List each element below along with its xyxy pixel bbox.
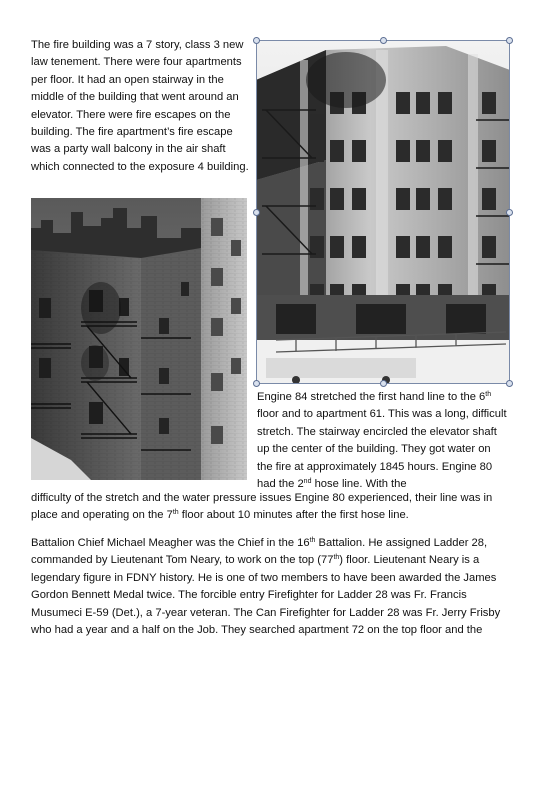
p3-text-a: Battalion Chief Michael Meagher was the Chief in the 16 (31, 537, 310, 549)
p2-num-6: 6 (479, 391, 486, 403)
p2-sup-th-2: th (172, 509, 179, 517)
building-facade-graphic (256, 40, 510, 384)
paragraph-battalion-chief (31, 535, 509, 639)
p3-text-c: ) floor. Lieutenant Neary is a legendary figure in FDNY history. He is one of two members to have been awarded the James Gordon Bennett Medal twice. The forcible entry Firefighter for Ladder 28 was Fr. Francis Musumeci E-59 (Det.), a 7-year veteran. The Can Firefighter for Ladder 28 was Fr. Jerry Frisby who had a year and a half on the Job. They searched apartment 72 on the top floor and the (31, 554, 501, 637)
p3-text-b: Battalion. He assigned Ladder 28, commanded by Lieutenant Tom Neary, to work on the top (7 (31, 537, 488, 567)
paragraph-2-continued-text (31, 490, 509, 525)
p2-text-b: floor and to apartment 61. This was a long, difficult stretch. The stairway encircled the elevator shaft up the center of the building. They got water on the fire at approximately 1845 hours. Engine 80 had the (257, 408, 507, 491)
paragraph-engine-stretch-continued (31, 490, 509, 525)
paragraph-2-wrapped-text (257, 389, 507, 493)
p3-num-7: 7 (327, 554, 334, 567)
p2-num-7: 7 (166, 509, 173, 522)
p2-num-2: 2 (297, 478, 304, 491)
p3-sup-th-2: th (333, 554, 340, 562)
p2-text-c: hose line. With the (311, 478, 407, 491)
p2-sup-th: th (485, 391, 492, 398)
building-facade-photo (256, 40, 510, 384)
paragraph-building-description (31, 37, 253, 176)
p2-text-e: floor about 10 minutes after the first hose line. (178, 509, 409, 522)
p2-text-d: difficulty of the stretch and the water pressure issues Engine 80 experienced, their line was in place and operating on the (31, 492, 493, 522)
p2-sup-nd: nd (303, 478, 312, 486)
airshaft-photo-graphic (31, 198, 247, 480)
paragraph-1-text: The fire building was a 7 story, class 3 new law tenement. There were four apartments per floor. It had an open stairway in the middle of the building that went around an elevator. There were fire escapes on the building. The fire apartment’s fire escape was a party wall balcony in the air shaft which connected to the exposure 4 building. (31, 39, 249, 173)
p2-text-a: Engine 84 stretched the first hand line to the (257, 391, 480, 403)
airshaft-photo (31, 198, 247, 480)
paragraph-engine-stretch-wrapped (257, 389, 507, 493)
p3-sup-th: th (309, 537, 316, 544)
paragraph-3-text (31, 535, 509, 639)
